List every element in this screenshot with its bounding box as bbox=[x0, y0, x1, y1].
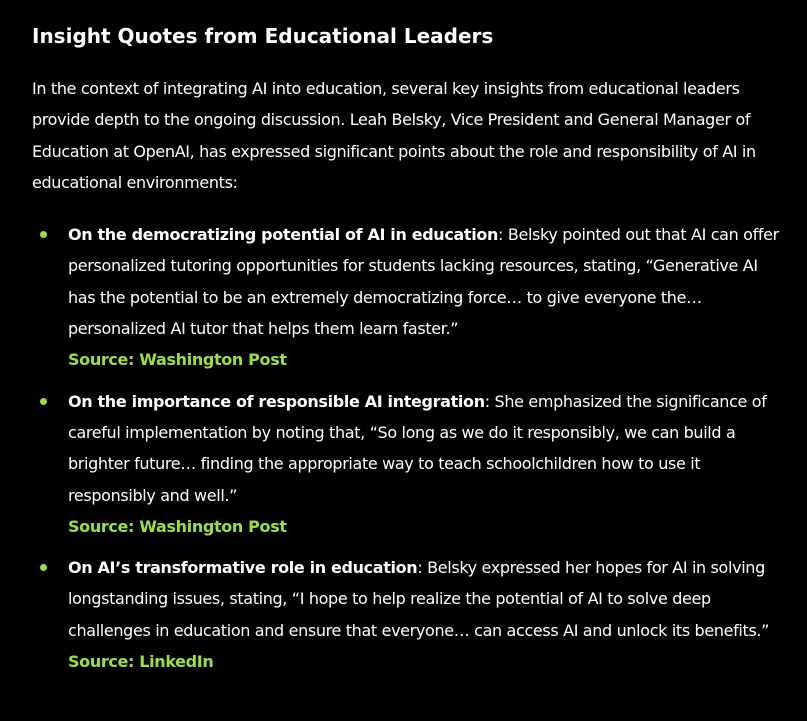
quote-source: Source: Washington Post bbox=[68, 516, 287, 536]
quote-item bbox=[32, 552, 781, 677]
quote-item bbox=[32, 386, 781, 542]
bullet-icon bbox=[40, 564, 47, 571]
quote-heading: On the democratizing potential of AI in education bbox=[68, 225, 499, 245]
quote-item bbox=[32, 219, 781, 375]
bullet-icon bbox=[40, 398, 47, 405]
bullet-icon bbox=[40, 231, 47, 238]
quote-text: : She emphasized the significance of careful implementation by noting that, “So long as we do it responsibly, we can build a brighter future… finding the appropriate way to teach schoolchildren how to use it responsibly and well.” bbox=[68, 391, 767, 505]
quote-list bbox=[32, 219, 781, 677]
quote-source: Source: Washington Post bbox=[68, 350, 287, 370]
quote-text: : Belsky pointed out that AI can offer personalized tutoring opportunities for students lacking resources, stating, “Generative AI has the potential to be an extremely democratizing force… to give everyone the… personalized AI tutor that helps them learn faster.” bbox=[68, 225, 779, 339]
intro-paragraph: In the context of integrating AI into education, several key insights from educational leaders provide depth to the ongoing discussion. Leah Belsky, Vice President and General Manager of Education at OpenAI, has expressed significant points about the role and responsibility of AI in educational environments: bbox=[32, 79, 756, 192]
quote-source: Source: LinkedIn bbox=[68, 652, 214, 672]
quote-heading: On AI’s transformative role in education bbox=[68, 558, 418, 578]
quote-text: : Belsky expressed her hopes for AI in solving longstanding issues, stating, “I hope to help realize the potential of AI to solve deep challenges in education and ensure that everyone… can access AI and unlock its benefits.” bbox=[68, 558, 770, 640]
quote-heading: On the importance of responsible AI integration bbox=[68, 391, 485, 411]
page-title: Insight Quotes from Educational Leaders bbox=[32, 24, 494, 48]
